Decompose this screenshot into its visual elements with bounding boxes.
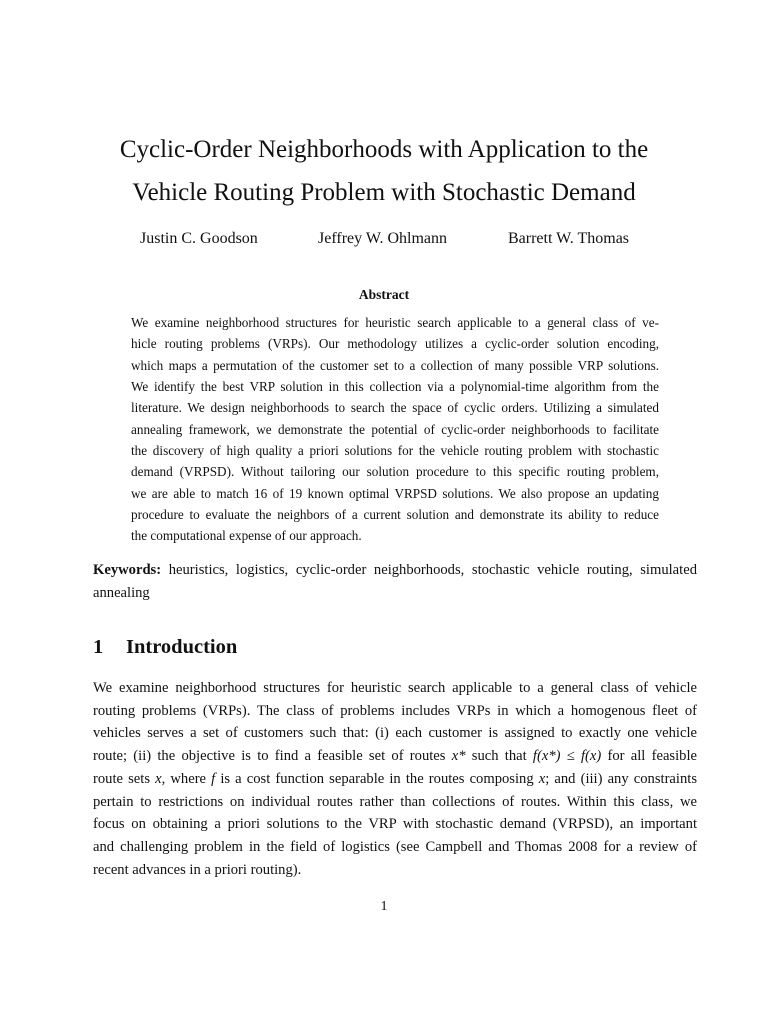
abstract-heading: Abstract (358, 287, 410, 302)
text-run: is a cost function separable in the routes composing (215, 770, 539, 787)
paragraph-line: routing problems (VRPs). The class of problems includes VRPs in which a homogenous fleet of (93, 702, 697, 719)
section-heading (93, 633, 237, 661)
abstract-line: hicle routing problems (VRPs). Our methodology utilizes a cyclic-order solution encoding, (131, 336, 659, 352)
section-title: Introduction (126, 636, 238, 658)
page-number: 1 (380, 899, 388, 914)
paragraph-line: vehicles serves a set of customers such that: (i) each customer is assigned to exactly one vehicle (93, 725, 697, 742)
author-name: Justin C. Goodson (140, 230, 258, 247)
text-run: ; and (iii) any constraints (545, 770, 697, 787)
text-run: for all feasible (601, 748, 697, 765)
abstract-line: We examine neighborhood structures for heuristic search applicable to a general class of ve- (131, 315, 659, 330)
abstract-line: we are able to match 16 of 19 known optimal VRPSD solutions. We also propose an updating (131, 485, 659, 501)
keywords-paragraph (93, 559, 697, 604)
text-run: route; (ii) the objective is to find a feasible set of routes (93, 748, 452, 765)
intro-paragraph (93, 677, 697, 881)
title-line: Vehicle Routing Problem with Stochastic Demand (132, 179, 636, 206)
author-name: Barrett W. Thomas (508, 230, 630, 247)
abstract-body (131, 312, 659, 547)
keywords-text: heuristics, logistics, cyclic-order neighborhoods, stochastic vehicle routing, simulated (161, 562, 697, 578)
keywords-label: Keywords: (93, 562, 162, 578)
math-inline: f(x*) ≤ f(x) (532, 748, 602, 765)
paragraph-line: We examine neighborhood structures for heuristic search applicable to a general class of vehicle (93, 680, 697, 696)
abstract-line: We identify the best VRP solution in this collection via a polynomial-time algorithm from the (131, 379, 659, 395)
text-run: , where (161, 770, 212, 787)
math-inline: x* (451, 748, 466, 765)
abstract-line: the discovery of high quality a priori solutions for the vehicle routing problem with stochastic (131, 443, 659, 459)
paragraph-line: recent advances in a priori routing). (93, 861, 302, 878)
math-inline: x (538, 770, 546, 787)
text-run: route sets (93, 770, 156, 787)
paragraph-line (93, 768, 697, 791)
paragraph-line: and challenging problem in the field of logistics (see Campbell and Thomas 2008 for a review of (93, 838, 697, 855)
abstract-line: annealing framework, we demonstrate the potential of cyclic-order neighborhoods to facilitate (131, 421, 659, 437)
abstract-line: which maps a permutation of the customer set to a collection of many possible VRP solutions. (131, 357, 659, 373)
abstract-line: the computational expense of our approach. (131, 528, 362, 544)
paragraph-line: focus on obtaining a priori solutions to the VRP with stochastic demand (VRPSD), an important (93, 816, 697, 833)
abstract-line: procedure to evaluate the neighbors of a current solution and demonstrate its ability to reduce (131, 507, 659, 523)
title-line: Cyclic-Order Neighborhoods with Application to the (119, 136, 649, 163)
abstract-line: literature. We design neighborhoods to search the space of cyclic orders. Utilizing a simulated (131, 400, 659, 416)
paper-title (60, 128, 708, 214)
abstract-line: demand (VRPSD). Without tailoring our solution procedure to this specific routing problem, (131, 464, 659, 480)
text-run: such that (465, 748, 533, 765)
math-inline: f (211, 770, 216, 787)
paragraph-line: pertain to restrictions on individual routes rather than collections of routes. Within this class, we (93, 793, 697, 810)
keywords-line (93, 559, 697, 582)
paragraph-line (93, 745, 697, 768)
math-inline: x (155, 770, 162, 787)
keywords-line: annealing (93, 584, 150, 601)
author-name: Jeffrey W. Ohlmann (318, 230, 448, 247)
section-number: 1 (93, 636, 104, 658)
